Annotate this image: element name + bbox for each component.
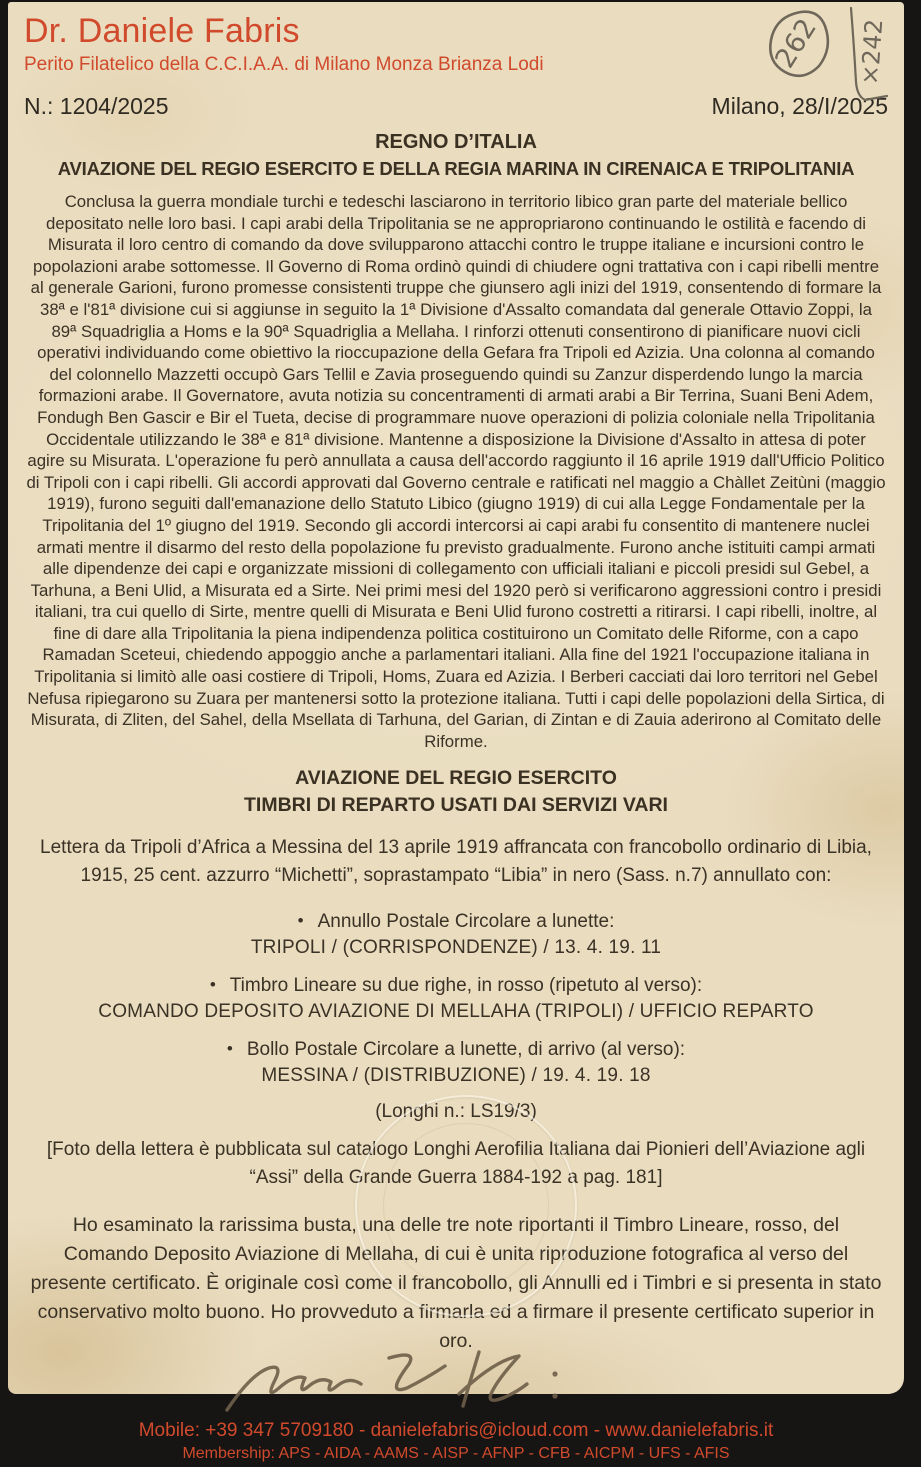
certificate-page bbox=[8, 2, 904, 1463]
item-description: Lettera da Tripoli d’Africa a Messina del 13 aprile 1919 affrancata con francobollo ordinario di Libia, 1915, 25 cent. azzurro “Michetti”, soprastampato “Libia” in nero (Sass. n.7) annullato con: bbox=[40, 837, 872, 887]
expert-name: Dr. Daniele Fabris bbox=[24, 12, 300, 50]
signature-area bbox=[24, 1344, 888, 1420]
list-item bbox=[24, 1036, 888, 1089]
title-line-1: REGNO D’ITALIA bbox=[375, 131, 537, 153]
footer-membership: Membership: APS - AIDA - AAMS - AISP - AFNP - CFB - AICPM - UFS - AFIS bbox=[182, 1445, 730, 1463]
cancellation-label: • Annullo Postale Circolare a lunette: bbox=[24, 908, 888, 934]
cancellation-label: • Timbro Lineare su due righe, in rosso (ripetuto al verso): bbox=[24, 972, 888, 998]
bullet-icon: • bbox=[209, 975, 216, 995]
place-date: Milano, 28/I/2025 bbox=[711, 93, 888, 119]
footer bbox=[24, 1420, 888, 1467]
expert-statement: Ho esaminato la rarissima busta, una delle tre note riportanti il Timbro Lineare, rosso, del Comando Deposito Aviazione di Mellaha, di cui è unita riproduzione fotografica al verso del presente certificato. È originale così come il francobollo, gli Annulli ed i Timbri e si presenta in stato conservativo molto buono. Ho provveduto a firmarla ed a firmare il presente certificato superior in oro. bbox=[30, 1214, 882, 1353]
pencil-size-note: ×242 bbox=[855, 18, 889, 86]
cancellation-value: TRIPOLI / (CORRISPONDENZE) / 13. 4. 19. 11 bbox=[250, 937, 662, 959]
section-line-2: TIMBRI DI REPARTO USATI DAI SERVIZI VARI bbox=[244, 794, 668, 817]
title-line-2: AVIAZIONE DEL REGIO ESERCITO E DELLA REGIA MARINA IN CIRENAICA E TRIPOLITANIA bbox=[57, 158, 855, 179]
catalogue-reference: (Longhi n.: LS19/3) bbox=[375, 1101, 537, 1123]
cancellation-label: • Bollo Postale Circolare a lunette, di arrivo (al verso): bbox=[24, 1036, 888, 1062]
list-item bbox=[24, 908, 888, 961]
bullet-icon: • bbox=[226, 1039, 233, 1059]
pencil-circled-number: 262 bbox=[769, 13, 823, 74]
cancellation-value: COMANDO DEPOSITO AVIAZIONE DI MELLAHA (TRIPOLI) / UFFICIO REPARTO bbox=[98, 1001, 814, 1023]
historical-paragraph: Conclusa la guerra mondiale turchi e tedeschi lasciarono in territorio libico gran parte del materiale bellico depositato nelle loro basi. I capi arabi della Tripolitania se ne appropriarono continuando le ostilità e facendo di Misurata il loro centro di comando da dove svilupparono attacchi contro le truppe italiane e incursioni contro le popolazioni arabe sottomesse. Il Governo di Roma ordinò quindi di chiudere ogni trattativa con i capi ribelli mentre al generale Garioni, furono promesse consistenti truppe che giunsero agli inizi del 1919, consentendo di formare la 38ª e l'81ª divisione cui si aggiunse in seguito la 1ª Divisione d'Assalto comandata dal generale Ottavio Zoppi, la 89ª Squadriglia a Homs e la 90ª Squadriglia a Mellaha. I rinforzi ottenuti consentirono di pianificare nuovi cicli operativi individuando come obiettivo la rioccupazione della Gefara fra Tripoli ed Azizia. Una colonna al comando del colonnello Mazzetti occupò Gars Tellil e Zavia proseguendo quindi su Zanzur disperdendo lungo la marcia formazioni arabe. Il Governatore, avuta notizia su concentramenti di armati arabi a Bir Terrina, Suani Beni Adem, Fondugh Ben Gascir e Bir el Tueta, decise di programmare nuove operazioni di polizia coloniale nella Tripolitania Occidentale utilizzando le 38ª e 81ª divisione. Mantenne a disposizione la Divisione d'Assalto in attesa di poter agire su Misurata. L'operazione fu però annullata a causa dell'accordo raggiunto il 16 aprile 1919 dall'Ufficio Politico di Tripoli con i capi ribelli. Gli accordi approvati dal Governo centrale e ratificati nel maggio a Chàllet Zeitùni (maggio 1919), furono seguiti dall'emanazione dello Statuto Libico (giugno 1919) di cui alla Legge Fondamentale per la Tripolitania del 1º giugno del 1919. Secondo gli accordi intercorsi ai capi arabi fu consentito di mantenere nuclei armati mentre il disarmo del resto della popolazione fu previsto gradualmente. Furono anche istituiti campi armati alle dipendenze dei capi e organizzate missioni di collegamento con ufficiali italiani e piccoli presidi sul Gebel, a Tarhuna, a Beni Ulid, a Misurata ed a Sirte. Nei primi mesi del 1920 però si verificarono aggressioni contro i presidi italiani, tra cui quello di Sirte, mentre quelli di Misurata e Beni Ulid furono costretti a ritirarsi. I capi ribelli, inoltre, al fine di dare alla Tripolitania la piena indipendenza politica costituirono un Comitato delle Riforme, con a capo Ramadan Sceteui, chiedendo appoggio anche a parlamentari italiani. Alla fine del 1921 l'occupazione italiana in Tripolitania si limitò alle oasi costiere di Tripoli, Homs, Zuara ed Azizia. I Berberi cacciati dai loro territori nel Gebel Nefusa ripiegarono su Zuara per mantenersi sotto la protezione italiana. Tutti i capi delle popolazioni della Sirtica, di Misurata, di Zliten, del Sahel, della Msellata di Tarhuna, del Garian, di Zintan e di Zauia aderirono al Comitato delle Riforme. bbox=[26, 192, 886, 751]
list-item bbox=[24, 972, 888, 1025]
signature-handwriting bbox=[221, 1344, 691, 1420]
bullet-icon: • bbox=[297, 911, 304, 931]
main-title bbox=[24, 131, 888, 180]
section-line-1: AVIAZIONE DEL REGIO ESERCITO bbox=[295, 767, 617, 790]
section-heading bbox=[24, 765, 888, 819]
pencil-annotations bbox=[755, 4, 895, 126]
cancellation-value: MESSINA / (DISTRIBUZIONE) / 19. 4. 19. 18 bbox=[261, 1065, 651, 1087]
photo-note: [Foto della lettera è pubblicata sul catalogo Longhi Aerofilia Italiana dai Pionieri dell’Aviazione agli “Assi” della Grande Guerra 1884-192 a pag. 181] bbox=[46, 1139, 866, 1188]
certificate-number: N.: 1204/2025 bbox=[24, 93, 169, 119]
footer-contact: Mobile: +39 347 5709180 - danielefabris@icloud.com - www.danielefabris.it bbox=[138, 1420, 774, 1442]
expert-title: Perito Filatelico della C.C.I.A.A. di Milano Monza Brianza Lodi bbox=[24, 54, 544, 75]
cancellation-list bbox=[24, 897, 888, 1089]
